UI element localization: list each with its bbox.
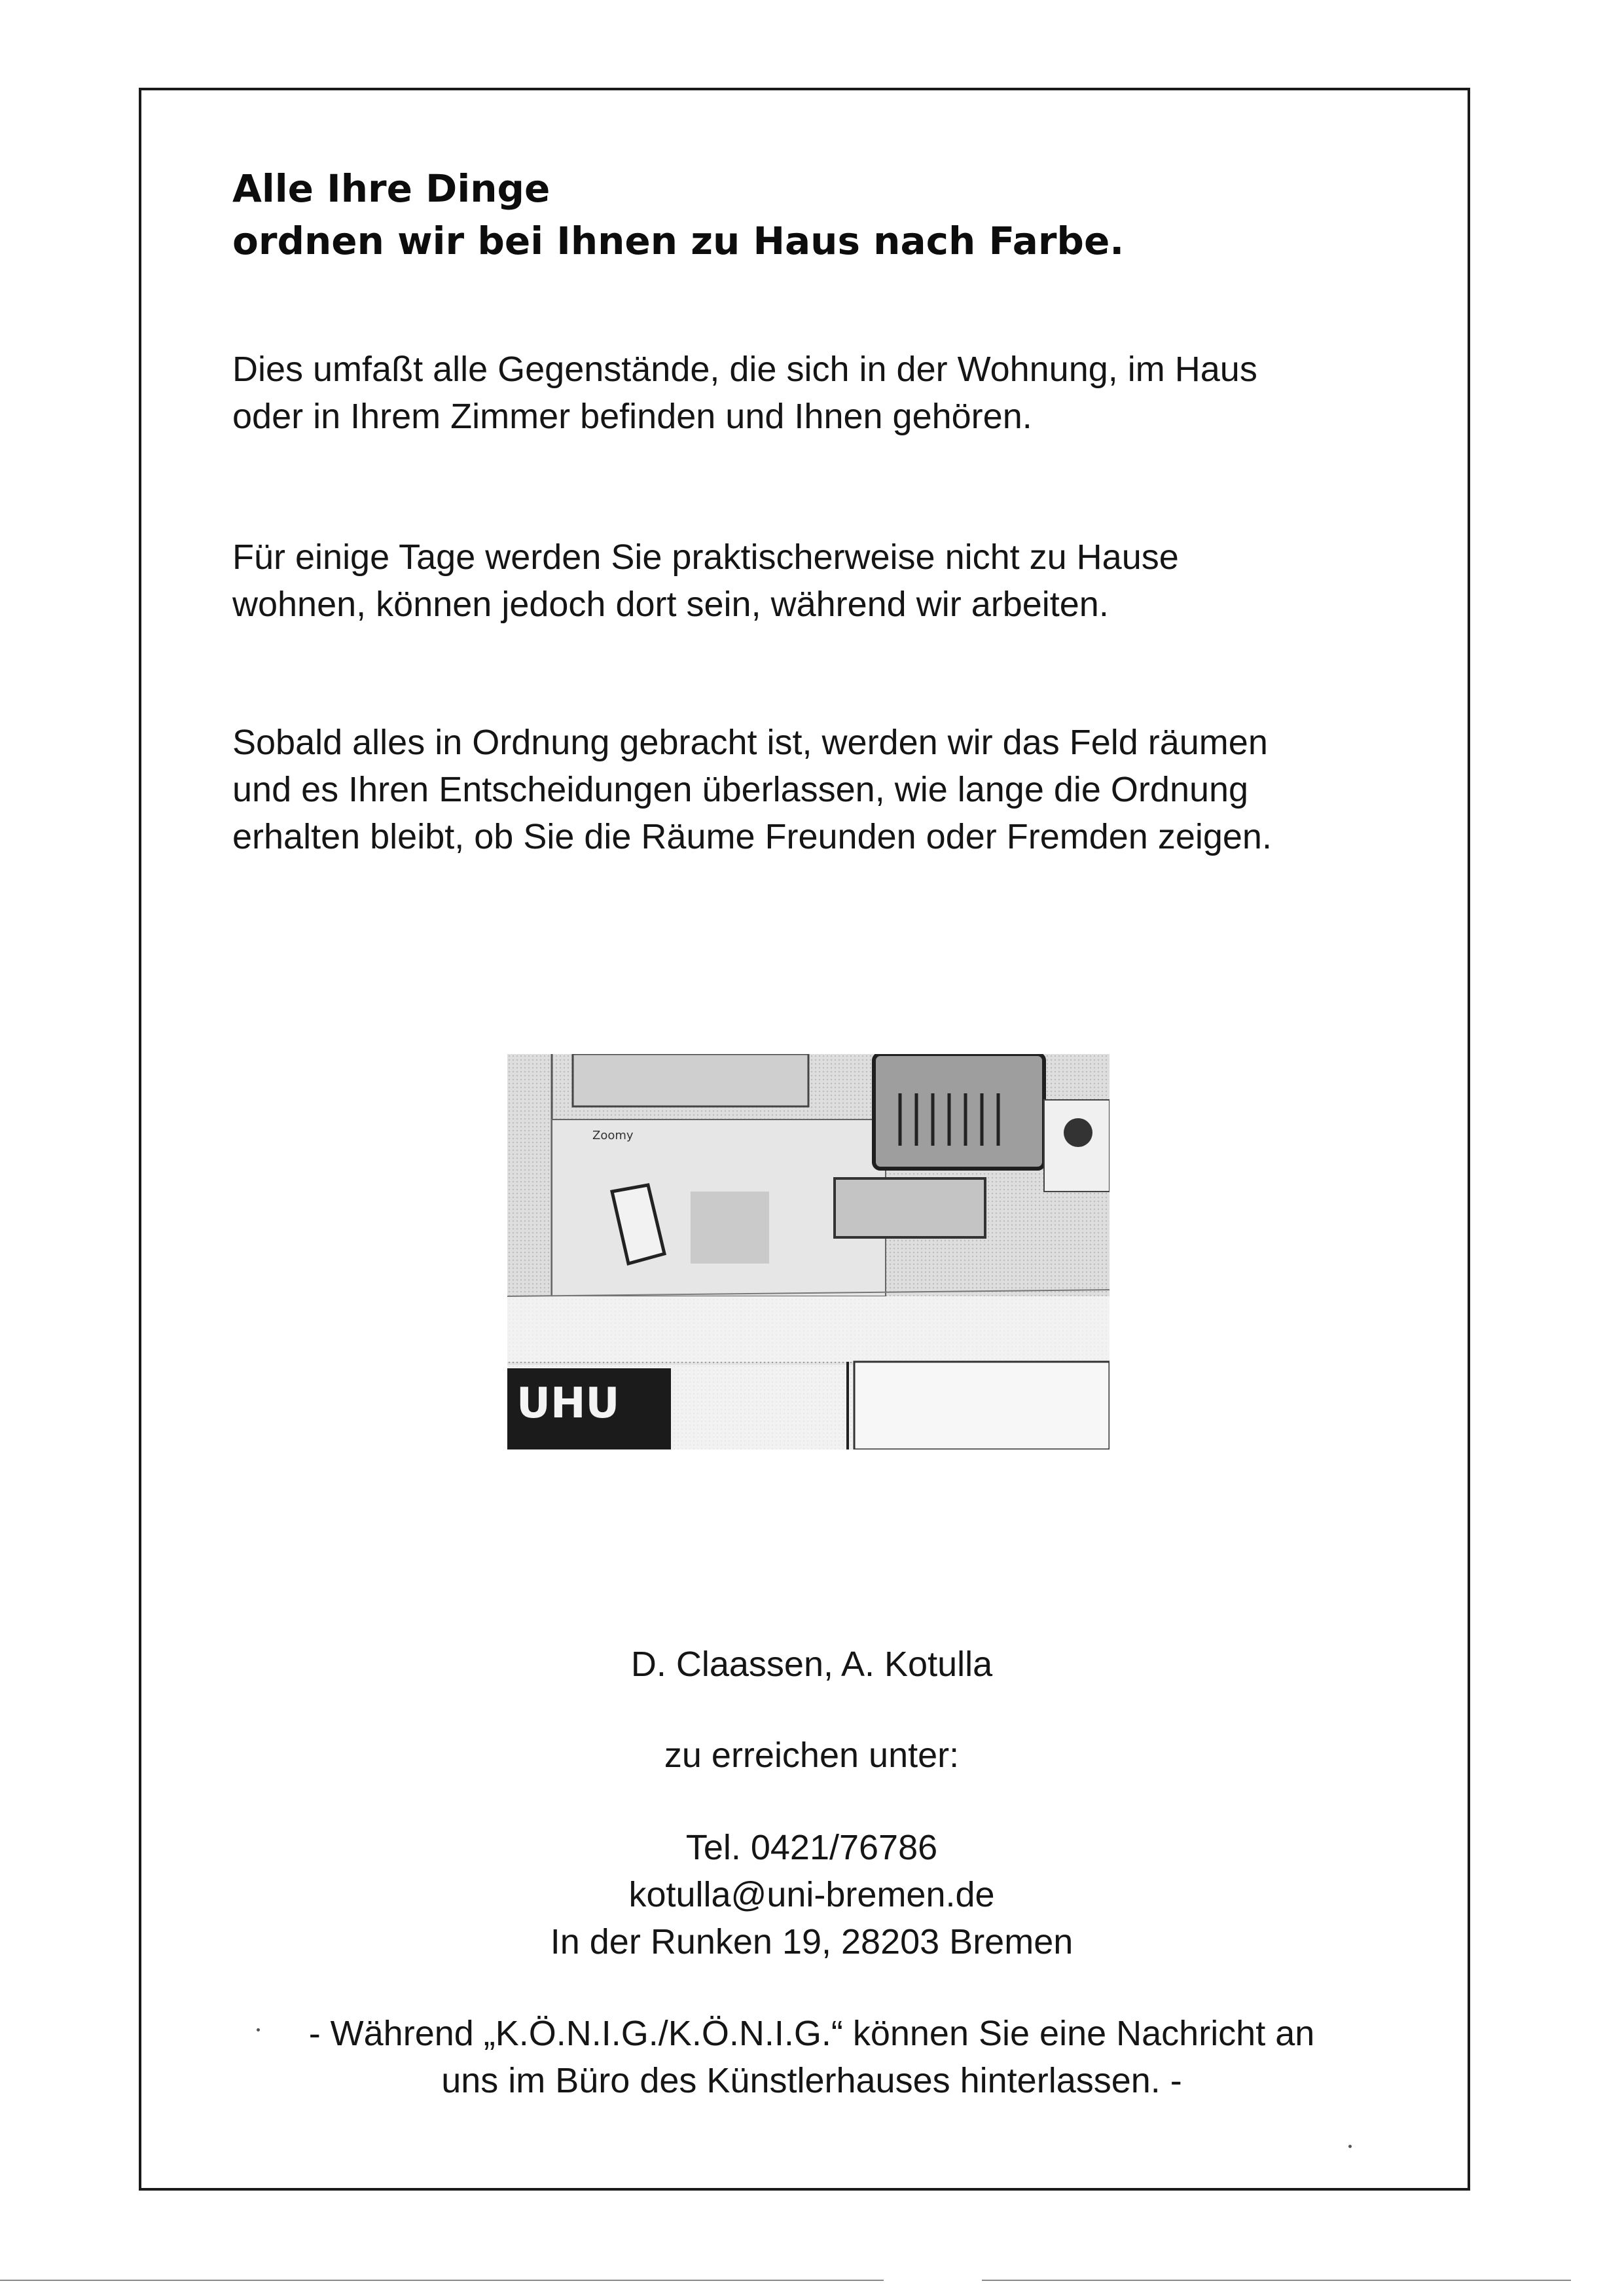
paragraph-line: oder in Ihrem Zimmer befinden und Ihnen gehören. xyxy=(232,397,1032,436)
reach-label-text: zu erreichen unter: xyxy=(664,1736,960,1775)
paragraph-line: wohnen, können jedoch dort sein, während wir arbeiten. xyxy=(232,585,1109,624)
paragraph-handover xyxy=(232,719,1430,860)
office-note-line-1: - Während „K.Ö.N.I.G./K.Ö.N.I.G.“ können Sie eine Nachricht an xyxy=(308,2014,1315,2053)
scan-edge-line xyxy=(0,2280,884,2281)
scan-speck xyxy=(1348,2145,1352,2148)
headline-line-1: Alle Ihre Dinge xyxy=(232,166,550,211)
author-names-text: D. Claassen, A. Kotulla xyxy=(630,1645,993,1684)
postal-address: In der Runken 19, 28203 Bremen xyxy=(550,1922,1074,1961)
contact-details xyxy=(196,1824,1427,1965)
reach-label xyxy=(196,1732,1427,1779)
office-note-line-2: uns im Büro des Künstlerhauses hinterlassen. - xyxy=(441,2061,1182,2100)
svg-text:Zoomy: Zoomy xyxy=(592,1129,634,1142)
paragraph-line: Dies umfaßt alle Gegenstände, die sich in der Wohnung, im Haus xyxy=(232,350,1257,389)
author-names xyxy=(196,1641,1427,1688)
scan-speck xyxy=(257,2028,260,2032)
email-address: kotulla@uni-bremen.de xyxy=(628,1875,995,1914)
paragraph-line: Sobald alles in Ordnung gebracht ist, werden wir das Feld räumen xyxy=(232,723,1268,762)
paragraph-stay xyxy=(232,534,1430,628)
headline xyxy=(232,162,1476,267)
paragraph-line: und es Ihren Entscheidungen überlassen, wie lange die Ordnung xyxy=(232,770,1249,809)
phone-number: Tel. 0421/76786 xyxy=(685,1828,938,1867)
office-note xyxy=(196,2010,1427,2104)
photo-illustration xyxy=(507,1054,1110,1449)
paragraph-line: erhalten bleibt, ob Sie die Räume Freunden oder Fremden zeigen. xyxy=(232,817,1272,856)
paragraph-belongings xyxy=(232,346,1430,440)
paragraph-line: Für einige Tage werden Sie praktischerweise nicht zu Hause xyxy=(232,538,1179,577)
photo-uhu-label: UHU xyxy=(516,1379,620,1428)
sorted-items-photo xyxy=(507,1054,1110,1449)
scan-edge-line xyxy=(982,2280,1571,2281)
headline-line-2: ordnen wir bei Ihnen zu Haus nach Farbe. xyxy=(232,219,1125,263)
